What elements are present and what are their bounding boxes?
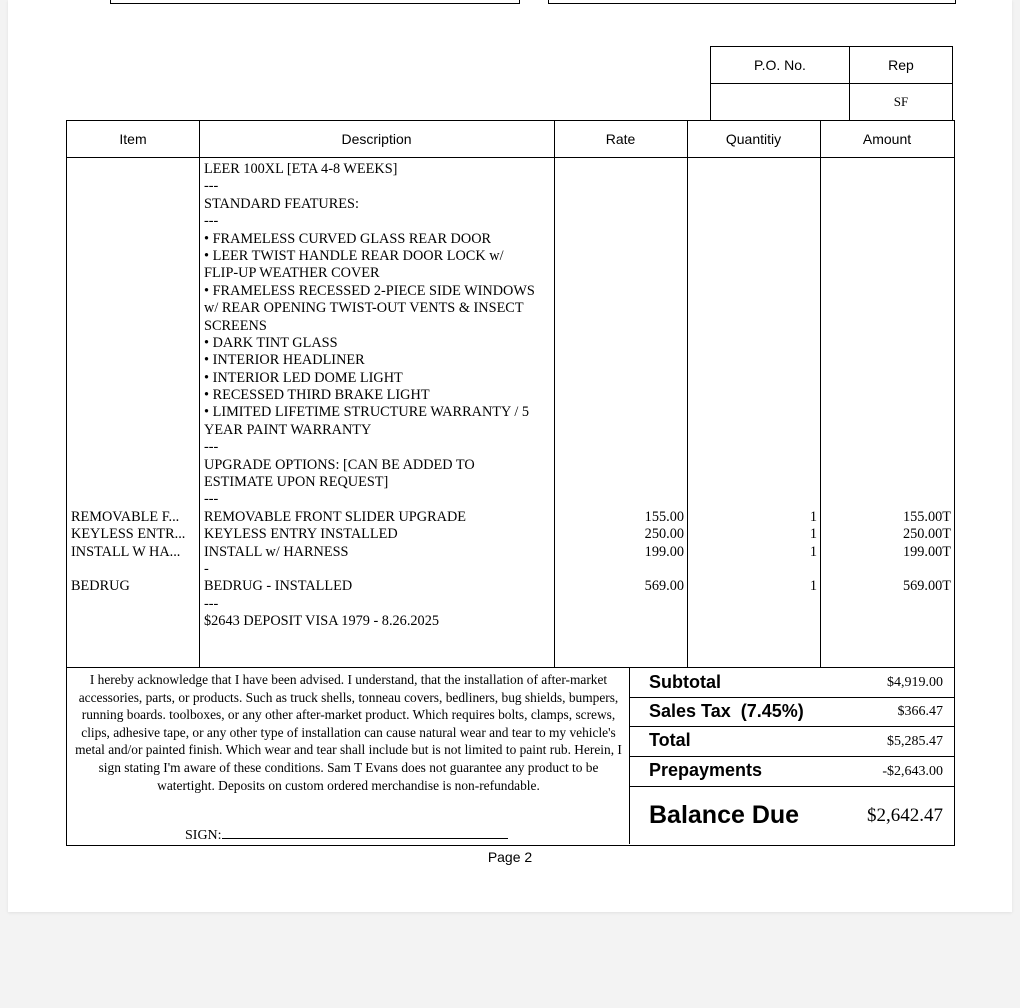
spacer xyxy=(71,196,199,213)
spacer xyxy=(71,352,199,369)
totals-box xyxy=(629,668,955,844)
spacer xyxy=(71,178,199,195)
description-line: STANDARD FEATURES: xyxy=(204,195,359,212)
description-text xyxy=(204,161,554,631)
spacer xyxy=(822,283,951,300)
spacer xyxy=(71,283,199,300)
spacer xyxy=(822,491,951,508)
spacer xyxy=(822,248,951,265)
spacer xyxy=(822,422,951,439)
spacer xyxy=(557,300,684,317)
item-column-header: Item xyxy=(119,131,147,147)
spacer xyxy=(557,457,684,474)
spacer xyxy=(689,491,817,508)
header-divider xyxy=(67,157,954,158)
item-cell: BEDRUG xyxy=(71,578,130,595)
quantity-cell: 1 xyxy=(809,578,817,595)
description-line: • DARK TINT GLASS xyxy=(204,334,338,351)
quantity-column-header: Quantitiy xyxy=(725,131,782,147)
quantity-column xyxy=(689,161,817,596)
spacer xyxy=(557,491,684,508)
spacer xyxy=(689,318,817,335)
spacer xyxy=(822,318,951,335)
total-label: Total xyxy=(649,730,691,750)
subtotal-value: $4,919.00 xyxy=(887,675,943,690)
disclaimer-text: I hereby acknowledge that I have been advised. I understand, that the installation of after-market accessories, parts, or products. Such as truck shells, tonneau covers, bedliners, bug shields, bumpers, running boards. toolboxes, or any other after-market product. Which requires bolts, clamps, screws, clips, adhesive tape, or any other type of installation can cause natural wear and tear to my vehicle's metal and/or painted finish. Which wear and tear shall include but is not limited to paint rub. Herein, I sign stating I'm aware of these conditions. Sam T Evans does not guarantee any product to be watertight. Deposits on custom ordered merchandise is non-refundable. xyxy=(75,672,622,793)
description-column-header: Description xyxy=(341,131,412,147)
spacer xyxy=(71,474,199,491)
column-divider xyxy=(199,121,200,667)
spacer xyxy=(557,370,684,387)
prepayments-label: Prepayments xyxy=(649,760,763,780)
description-line: INSTALL w/ HARNESS xyxy=(204,543,349,560)
spacer xyxy=(689,387,817,404)
amount-cell: 155.00T xyxy=(902,508,951,525)
total-value: $5,285.47 xyxy=(887,734,943,749)
spacer xyxy=(557,318,684,335)
column-divider xyxy=(687,121,688,667)
description-line: $2643 DEPOSIT VISA 1979 - 8.26.2025 xyxy=(204,613,439,630)
quantity-cell: 1 xyxy=(809,526,817,543)
signature-area xyxy=(185,826,508,844)
spacer xyxy=(822,265,951,282)
item-cell: KEYLESS ENTR... xyxy=(71,526,186,543)
spacer xyxy=(71,265,199,282)
column-divider xyxy=(820,121,821,667)
amount-column-header: Amount xyxy=(862,131,912,147)
balance-due-value: $2,642.47 xyxy=(867,805,943,826)
description-line: • FRAMELESS CURVED GLASS REAR DOOR xyxy=(204,230,492,247)
po-rep-table xyxy=(710,46,953,121)
description-line: • INTERIOR LED DOME LIGHT xyxy=(204,369,403,386)
quantity-cell xyxy=(689,561,817,578)
description-line: • RECESSED THIRD BRAKE LIGHT xyxy=(204,387,430,404)
spacer xyxy=(557,196,684,213)
spacer xyxy=(822,231,951,248)
quantity-cell: 1 xyxy=(809,508,817,525)
spacer xyxy=(689,283,817,300)
spacer xyxy=(689,161,817,178)
description-line: YEAR PAINT WARRANTY xyxy=(204,421,372,438)
spacer xyxy=(71,370,199,387)
signature-line xyxy=(222,826,508,839)
description-line: ESTIMATE UPON REQUEST] xyxy=(204,474,389,491)
spacer xyxy=(822,439,951,456)
description-line: SCREENS xyxy=(204,317,267,334)
spacer xyxy=(71,457,199,474)
rep-value: SF xyxy=(850,84,953,121)
spacer xyxy=(689,370,817,387)
amount-cell xyxy=(822,561,951,578)
line-items-table xyxy=(66,120,955,668)
spacer xyxy=(822,178,951,195)
column-divider xyxy=(554,121,555,667)
quantity-cell: 1 xyxy=(809,543,817,560)
spacer xyxy=(557,439,684,456)
previous-page-box-right xyxy=(548,0,956,4)
spacer xyxy=(822,335,951,352)
previous-page-box-left xyxy=(110,0,520,4)
rate-cell: 250.00 xyxy=(644,526,684,543)
item-cell xyxy=(71,561,199,578)
description-line: --- xyxy=(204,595,219,612)
prepayments-row xyxy=(630,757,955,787)
item-column xyxy=(71,161,199,596)
po-number-header: P.O. No. xyxy=(711,47,850,84)
description-line: • LIMITED LIFETIME STRUCTURE WARRANTY / 5 xyxy=(204,404,530,421)
spacer xyxy=(689,178,817,195)
description-line: --- xyxy=(204,439,219,456)
spacer xyxy=(822,404,951,421)
spacer xyxy=(71,300,199,317)
spacer xyxy=(71,491,199,508)
description-line: • INTERIOR HEADLINER xyxy=(204,352,365,369)
spacer xyxy=(689,231,817,248)
spacer xyxy=(689,457,817,474)
spacer xyxy=(689,352,817,369)
spacer xyxy=(557,161,684,178)
po-number-value xyxy=(711,84,850,121)
spacer xyxy=(689,300,817,317)
spacer xyxy=(557,474,684,491)
description-line: FLIP-UP WEATHER COVER xyxy=(204,265,380,282)
subtotal-row xyxy=(630,668,955,698)
amount-cell: 250.00T xyxy=(902,526,951,543)
description-line: KEYLESS ENTRY INSTALLED xyxy=(204,526,398,543)
spacer xyxy=(71,335,199,352)
item-cell: REMOVABLE F... xyxy=(71,508,180,525)
spacer xyxy=(557,352,684,369)
spacer xyxy=(822,474,951,491)
item-cell: INSTALL W HA... xyxy=(71,543,181,560)
description-line: • FRAMELESS RECESSED 2-PIECE SIDE WINDOWS xyxy=(204,282,535,299)
description-line: --- xyxy=(204,491,219,508)
spacer xyxy=(71,439,199,456)
rate-cell: 569.00 xyxy=(644,578,684,595)
total-row xyxy=(630,727,955,757)
spacer xyxy=(557,404,684,421)
description-line: w/ REAR OPENING TWIST-OUT VENTS & INSECT xyxy=(204,300,524,317)
spacer xyxy=(557,231,684,248)
rate-cell: 199.00 xyxy=(644,543,684,560)
amount-cell: 569.00T xyxy=(902,578,951,595)
spacer xyxy=(71,231,199,248)
sign-label: SIGN: xyxy=(185,828,222,843)
spacer xyxy=(822,196,951,213)
rate-column xyxy=(557,161,684,596)
spacer xyxy=(557,335,684,352)
spacer xyxy=(689,474,817,491)
amount-column xyxy=(822,161,951,596)
subtotal-label: Subtotal xyxy=(649,672,721,692)
spacer xyxy=(689,404,817,421)
spacer xyxy=(557,422,684,439)
spacer xyxy=(822,457,951,474)
spacer xyxy=(71,404,199,421)
spacer xyxy=(822,387,951,404)
description-line: UPGRADE OPTIONS: [CAN BE ADDED TO xyxy=(204,456,475,473)
spacer xyxy=(689,422,817,439)
balance-due-label: Balance Due xyxy=(649,801,800,829)
spacer xyxy=(689,213,817,230)
spacer xyxy=(557,213,684,230)
spacer xyxy=(822,300,951,317)
description-line: - xyxy=(204,560,209,577)
invoice-page xyxy=(8,0,1012,912)
spacer xyxy=(71,387,199,404)
spacer xyxy=(557,248,684,265)
spacer xyxy=(689,196,817,213)
sales-tax-label: Sales Tax (7.45%) xyxy=(649,701,804,721)
spacer xyxy=(71,422,199,439)
amount-cell: 199.00T xyxy=(902,543,951,560)
spacer xyxy=(71,213,199,230)
spacer xyxy=(71,248,199,265)
spacer xyxy=(822,213,951,230)
spacer xyxy=(557,283,684,300)
spacer xyxy=(822,161,951,178)
spacer xyxy=(689,265,817,282)
spacer xyxy=(689,248,817,265)
invoice-footer xyxy=(66,668,955,846)
rate-cell: 155.00 xyxy=(644,508,684,525)
spacer xyxy=(557,178,684,195)
sales-tax-value: $366.47 xyxy=(897,704,943,719)
spacer xyxy=(822,370,951,387)
spacer xyxy=(689,335,817,352)
rep-header: Rep xyxy=(850,47,953,84)
description-line: REMOVABLE FRONT SLIDER UPGRADE xyxy=(204,508,467,525)
spacer xyxy=(689,439,817,456)
page-number: Page 2 xyxy=(487,849,533,865)
description-line: LEER 100XL [ETA 4-8 WEEKS] xyxy=(204,161,398,177)
spacer xyxy=(822,352,951,369)
description-line: BEDRUG - INSTALLED xyxy=(204,578,353,595)
spacer xyxy=(71,318,199,335)
rate-cell xyxy=(557,561,684,578)
balance-due-row xyxy=(630,788,955,844)
prepayments-value: -$2,643.00 xyxy=(882,764,943,779)
rate-column-header: Rate xyxy=(605,131,636,147)
spacer xyxy=(557,265,684,282)
description-line: --- xyxy=(204,213,219,230)
sales-tax-row xyxy=(630,698,955,727)
description-line: --- xyxy=(204,178,219,195)
spacer xyxy=(71,161,199,178)
spacer xyxy=(557,387,684,404)
description-line: • LEER TWIST HANDLE REAR DOOR LOCK w/ xyxy=(204,247,504,264)
